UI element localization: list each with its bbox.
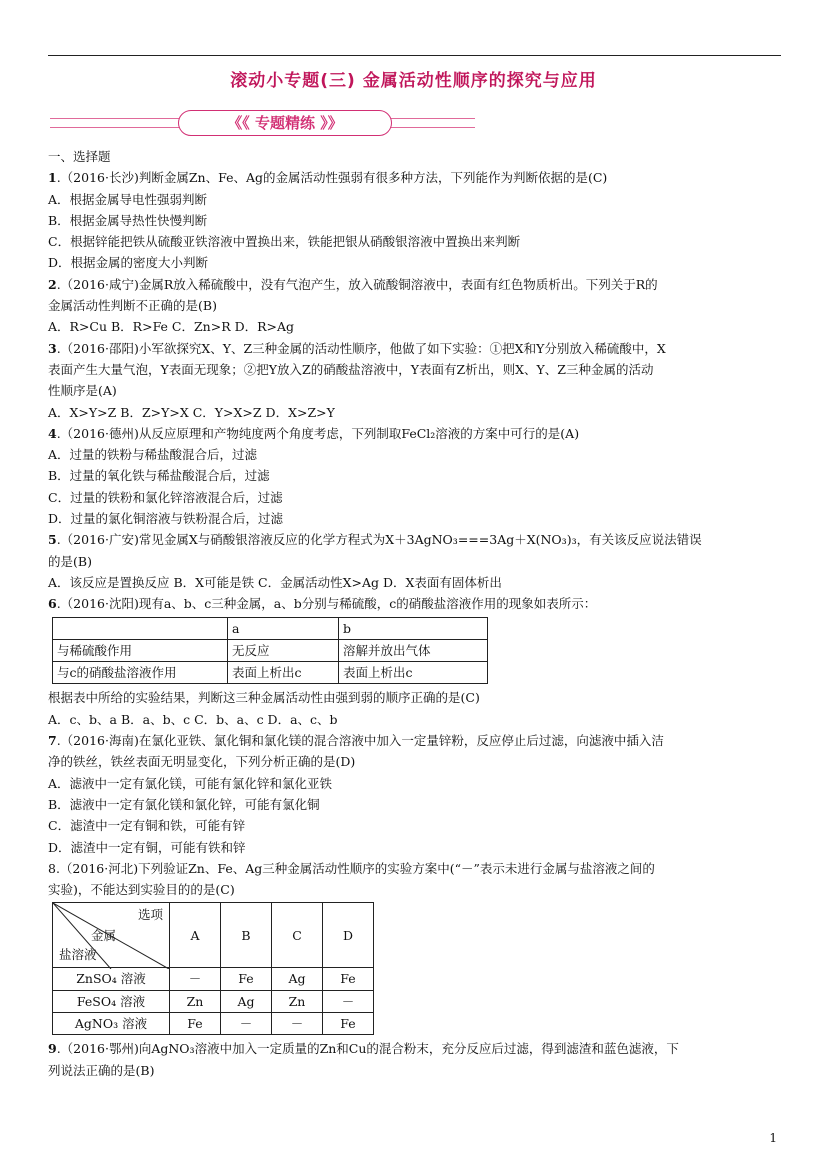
diagonal-header-cell <box>53 903 170 968</box>
top-rule <box>48 55 781 56</box>
question-number: 7 <box>48 733 57 749</box>
question-stem: .（2016·广安)常见金属X与硝酸银溶液反应的化学方程式为X＋3AgNO₃===3Ag＋X(NO₃)₃，有关该反应说法错误 <box>56 532 702 548</box>
question-stem-cont: 金属活动性判断不正确的是(B) <box>48 298 217 314</box>
table-col-header: C <box>272 903 323 968</box>
table-col-header: D <box>323 903 374 968</box>
question-stem-cont: 表面产生大量气泡，Y表面无现象；②把Y放入Z的硝酸盐溶液中，Y表面有Z析出，则X、Y、Z三种金属的活动 <box>48 361 654 377</box>
corner-label-metal: 金属 <box>91 928 117 944</box>
section-heading: 一、选择题 <box>48 149 111 164</box>
page-title: 滚动小专题(三) 金属活动性顺序的探究与应用 <box>230 71 597 91</box>
option-d: D．根据金属的密度大小判断 <box>48 255 209 271</box>
table-cell: － <box>272 1012 323 1034</box>
table-cell: a <box>228 617 339 639</box>
question-9 <box>48 1038 778 1059</box>
table-cell: Zn <box>170 990 221 1012</box>
question-6 <box>48 593 778 614</box>
question-number: 3 <box>48 340 57 356</box>
question-stem-cont: 净的铁丝，铁丝表面无明显变化，下列分析正确的是(D) <box>48 754 356 770</box>
table-col-header: A <box>170 903 221 968</box>
options-line: A．X>Y>Z B．Z>Y>X C．Y>X>Z D．X>Z>Y <box>48 404 335 420</box>
document-body <box>48 146 778 1081</box>
question-number: 5 <box>48 532 57 548</box>
table-cell: 与c的硝酸盐溶液作用 <box>53 662 228 684</box>
table-row-header: FeSO₄ 溶液 <box>53 990 170 1012</box>
table-cell: － <box>323 990 374 1012</box>
experiment-plan-table <box>52 902 374 1035</box>
table-cell: 无反应 <box>228 639 339 661</box>
question-stem-cont: 列说法正确的是(B) <box>48 1062 155 1078</box>
question-stem: .（2016·德州)从反应原理和产物纯度两个角度考虑，下列制取FeCl₂溶液的方案中可行的是(A) <box>56 425 580 441</box>
question-stem: .（2016·沈阳)现有a、b、c三种金属，a、b分别与稀硫酸，c的硝酸盐溶液作用的现象如表所示： <box>56 596 597 612</box>
metal-reaction-table <box>52 617 488 685</box>
table-cell: Zn <box>272 990 323 1012</box>
option-b: B．过量的氧化铁与稀盐酸混合后，过滤 <box>48 468 270 484</box>
question-stem: .（2016·河北)下列验证Zn、Fe、Ag三种金属活动性顺序的实验方案中(“－”表示未进行金属与盐溶液之间的 <box>55 860 655 876</box>
table-cell: Fe <box>323 1012 374 1034</box>
option-a: A．过量的铁粉与稀盐酸混合后，过滤 <box>48 447 258 463</box>
question-1 <box>48 167 778 188</box>
question-stem: .（2016·长沙)判断金属Zn、Fe、Ag的金属活动性强弱有很多种方法，下列能作为判断依据的是(C) <box>56 170 608 186</box>
options-line: A．R>Cu B．R>Fe C．Zn>R D．R>Ag <box>48 319 295 335</box>
question-stem-cont: 实验)，不能达到实验目的的是(C) <box>48 882 235 898</box>
option-c: C．根据锌能把铁从硫酸亚铁溶液中置换出来，铁能把银从硝酸银溶液中置换出来判断 <box>48 234 521 250</box>
table-cell: 表面上析出c <box>339 662 488 684</box>
option-a: A．根据金属导电性强弱判断 <box>48 191 208 207</box>
options-line: A．c、b、a B．a、b、c C．b、a、c D．a、c、b <box>48 711 338 727</box>
page-number: 1 <box>769 1131 777 1145</box>
table-cell: 溶解并放出气体 <box>339 639 488 661</box>
option-a: A．滤液中一定有氯化镁，可能有氯化锌和氯化亚铁 <box>48 775 333 791</box>
question-8 <box>48 858 778 879</box>
table-row <box>53 1012 374 1034</box>
table-row <box>53 990 374 1012</box>
table-cell: Ag <box>221 990 272 1012</box>
option-d: D．过量的氯化铜溶液与铁粉混合后，过滤 <box>48 511 284 527</box>
question-4 <box>48 423 778 444</box>
question-stem: .（2016·咸宁)金属R放入稀硫酸中，没有气泡产生，放入硫酸铜溶液中，表面有红色物质析出。下列关于R的 <box>56 276 658 292</box>
question-number: 4 <box>48 425 57 441</box>
question-5 <box>48 529 778 550</box>
table-cell: Ag <box>272 968 323 990</box>
question-followup: 根据表中所给的实验结果，判断这三种金属活动性由强到弱的顺序正确的是(C) <box>48 690 480 706</box>
table-row <box>53 639 488 661</box>
table-cell: 表面上析出c <box>228 662 339 684</box>
table-cell: Fe <box>221 968 272 990</box>
table-row-header: ZnSO₄ 溶液 <box>53 968 170 990</box>
table-row <box>53 662 488 684</box>
question-stem: .（2016·鄂州)向AgNO₃溶液中加入一定质量的Zn和Cu的混合粉末，充分反应后过滤，得到滤渣和蓝色滤液，下 <box>56 1041 679 1057</box>
table-cell <box>53 617 228 639</box>
option-c: C．过量的铁粉和氯化锌溶液混合后，过滤 <box>48 489 283 505</box>
corner-label-solution: 盐溶液 <box>59 947 97 963</box>
question-number: 6 <box>48 596 57 612</box>
option-d: D．滤渣中一定有铜，可能有铁和锌 <box>48 839 246 855</box>
table-cell: b <box>339 617 488 639</box>
table-header-row <box>53 617 488 639</box>
option-c: C．滤渣中一定有铜和铁，可能有锌 <box>48 818 246 834</box>
table-header-row <box>53 903 374 968</box>
question-2 <box>48 274 778 295</box>
table-row <box>53 968 374 990</box>
question-stem-cont: 性顺序是(A) <box>48 383 117 399</box>
table-col-header: B <box>221 903 272 968</box>
table-cell: － <box>221 1012 272 1034</box>
table-row-header: AgNO₃ 溶液 <box>53 1012 170 1034</box>
question-number: 9 <box>48 1041 57 1057</box>
corner-label-options: 选项 <box>137 907 163 923</box>
question-stem-cont: 的是(B) <box>48 553 92 569</box>
question-number: 8 <box>48 860 56 876</box>
question-7 <box>48 730 778 751</box>
option-b: B．滤液中一定有氯化镁和氯化锌，可能有氯化铜 <box>48 796 320 812</box>
section-banner <box>50 108 475 138</box>
option-b: B．根据金属导热性快慢判断 <box>48 212 208 228</box>
question-3 <box>48 338 778 359</box>
table-cell: Fe <box>323 968 374 990</box>
table-cell: 与稀硫酸作用 <box>53 639 228 661</box>
question-number: 1 <box>48 170 57 186</box>
options-line: A．该反应是置换反应 B．X可能是铁 C．金属活动性X>Ag D．X表面有固体析出 <box>48 574 502 590</box>
banner-label: 《《 专题精练 》》 <box>178 110 392 136</box>
question-number: 2 <box>48 276 57 292</box>
table-cell: Fe <box>170 1012 221 1034</box>
table-cell: － <box>170 968 221 990</box>
question-stem: .（2016·海南)在氯化亚铁、氯化铜和氯化镁的混合溶液中加入一定量锌粉，反应停止后过滤，向滤液中插入洁 <box>56 733 664 749</box>
question-stem: .（2016·邵阳)小军欲探究X、Y、Z三种金属的活动性顺序，他做了如下实验：①把X和Y分别放入稀硫酸中，X <box>56 340 666 356</box>
